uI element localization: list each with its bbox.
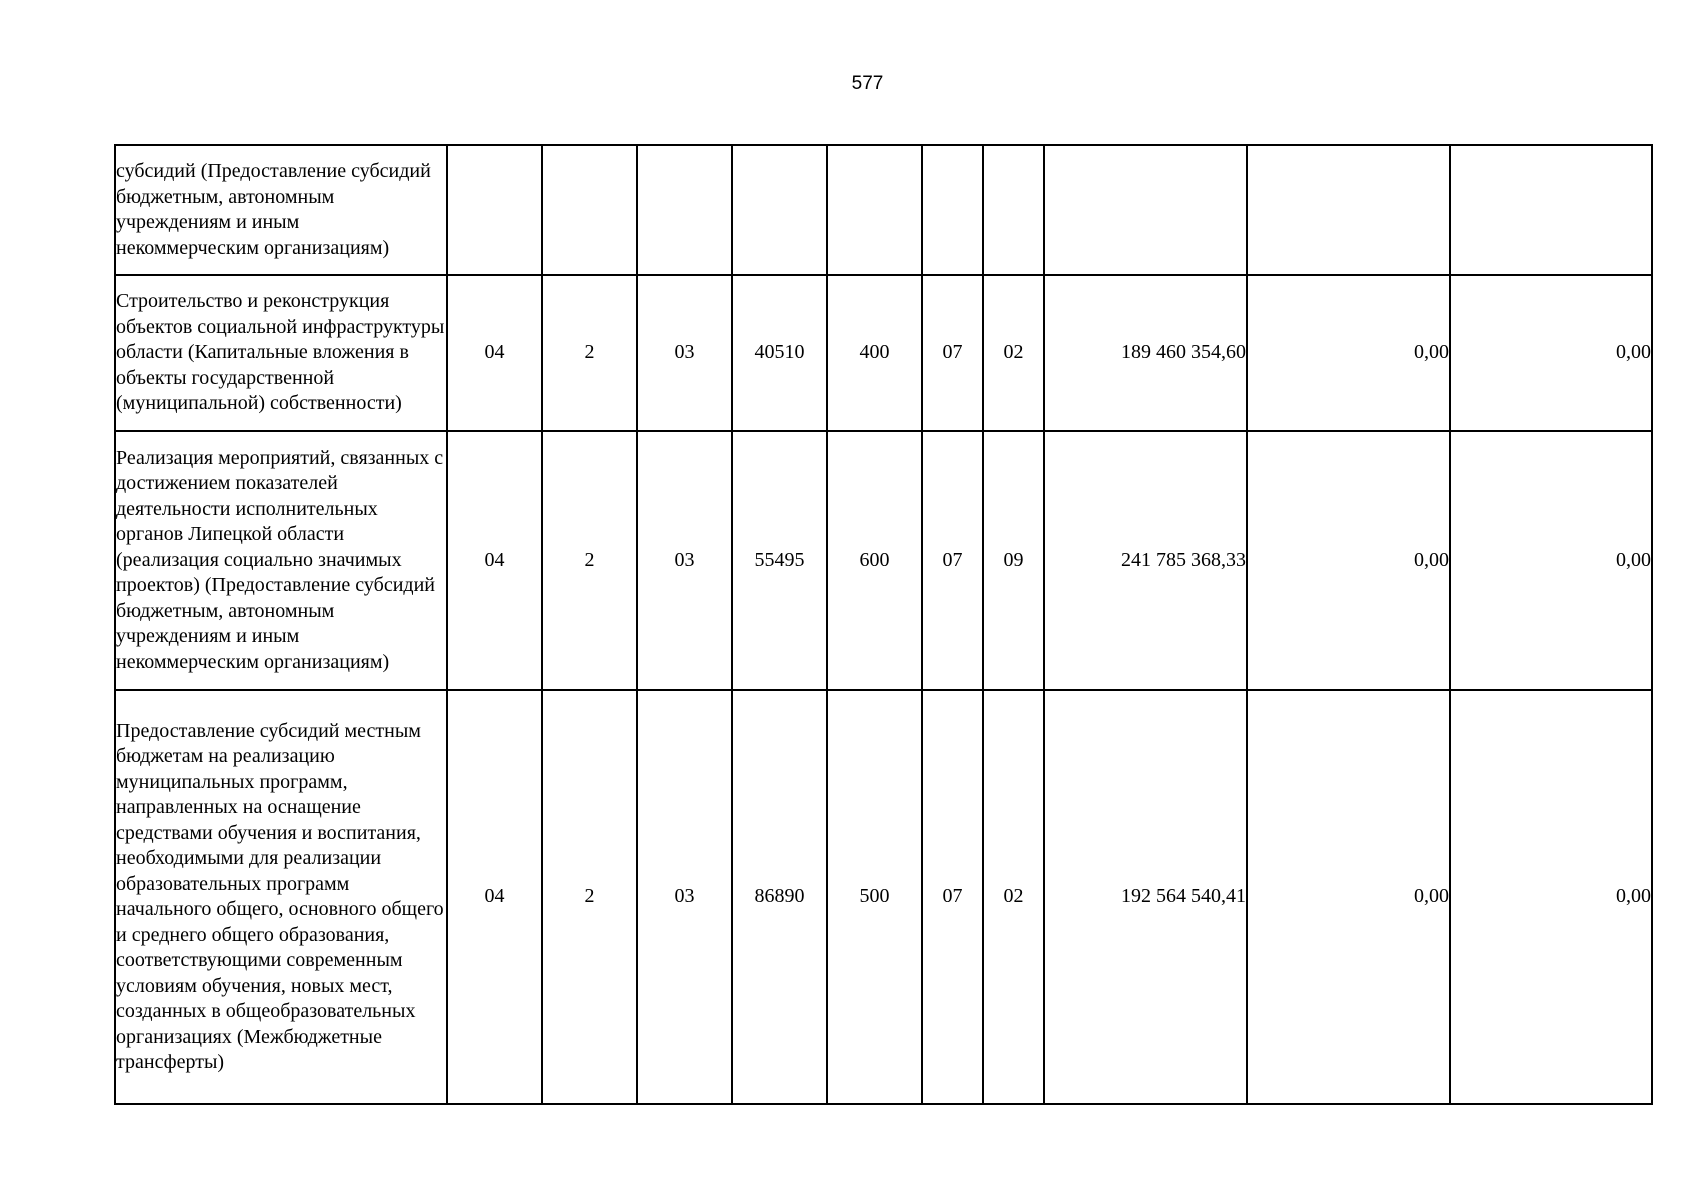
main-event-code-cell: 03 — [637, 431, 732, 690]
program-code-cell: 04 — [447, 690, 542, 1104]
row-description: Предоставление субсидий местным бюджетам на реализацию муниципальных программ, направленных на оснащение средствами обучения и воспитания, необходимыми для реализации образовательных программ начального общего, основного общего и среднего общего образования, соответствующими современным условиям обучения, новых мест, созданных в общеобразовательных организациях (Межбюджетные трансферты) — [115, 690, 447, 1104]
section-cell — [922, 145, 983, 275]
amount-3-cell: 0,00 — [1450, 275, 1652, 431]
subprogram-code-cell — [542, 145, 637, 275]
table-row — [115, 431, 1652, 690]
budget-table — [114, 144, 1653, 1105]
subprogram-code-cell: 2 — [542, 431, 637, 690]
amount-2-cell: 0,00 — [1247, 275, 1450, 431]
program-code-cell: 04 — [447, 275, 542, 431]
section-cell: 07 — [922, 690, 983, 1104]
table-row — [115, 145, 1652, 275]
direction-code-cell: 55495 — [732, 431, 827, 690]
row-description: субсидий (Предоставление субсидий бюджетным, автономным учреждениям и иным некоммерческим организациям) — [115, 145, 447, 275]
section-cell: 07 — [922, 431, 983, 690]
amount-2-cell: 0,00 — [1247, 690, 1450, 1104]
subsection-cell — [983, 145, 1044, 275]
amount-1-cell: 192 564 540,41 — [1044, 690, 1247, 1104]
program-code-cell: 04 — [447, 431, 542, 690]
amount-1-cell: 189 460 354,60 — [1044, 275, 1247, 431]
amount-1-cell — [1044, 145, 1247, 275]
main-event-code-cell — [637, 145, 732, 275]
amount-2-cell: 0,00 — [1247, 431, 1450, 690]
subprogram-code-cell: 2 — [542, 275, 637, 431]
row-description: Реализация мероприятий, связанных с достижением показателей деятельности исполнительных органов Липецкой области (реализация социально значимых проектов) (Предоставление субсидий бюджетным, автономным учреждениям и иным некоммерческим организациям) — [115, 431, 447, 690]
expense-type-cell — [827, 145, 922, 275]
table-row — [115, 275, 1652, 431]
subprogram-code-cell: 2 — [542, 690, 637, 1104]
page-number: 577 — [851, 73, 884, 94]
direction-code-cell: 86890 — [732, 690, 827, 1104]
subsection-cell: 02 — [983, 690, 1044, 1104]
subsection-cell: 02 — [983, 275, 1044, 431]
amount-2-cell — [1247, 145, 1450, 275]
subsection-cell: 09 — [983, 431, 1044, 690]
main-event-code-cell: 03 — [637, 690, 732, 1104]
amount-3-cell: 0,00 — [1450, 431, 1652, 690]
direction-code-cell: 40510 — [732, 275, 827, 431]
amount-3-cell — [1450, 145, 1652, 275]
table-row — [115, 690, 1652, 1104]
main-event-code-cell: 03 — [637, 275, 732, 431]
amount-1-cell: 241 785 368,33 — [1044, 431, 1247, 690]
program-code-cell — [447, 145, 542, 275]
section-cell: 07 — [922, 275, 983, 431]
expense-type-cell: 500 — [827, 690, 922, 1104]
expense-type-cell: 400 — [827, 275, 922, 431]
expense-type-cell: 600 — [827, 431, 922, 690]
direction-code-cell — [732, 145, 827, 275]
amount-3-cell: 0,00 — [1450, 690, 1652, 1104]
row-description: Строительство и реконструкция объектов социальной инфраструктуры области (Капитальные вложения в объекты государственной (муниципальной) собственности) — [115, 275, 447, 431]
